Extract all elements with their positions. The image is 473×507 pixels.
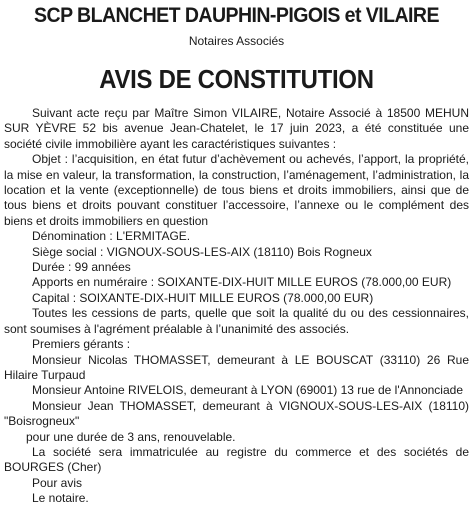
- signature-line: Le notaire.: [32, 491, 89, 506]
- duration-line: Durée : 99 années: [32, 260, 131, 275]
- cash-contributions-line: Apports en numéraire : SOIXANTE-DIX-HUIT MILLE EUROS (78.000,00 EUR): [32, 275, 452, 290]
- company-name-line: Dénomination : L'ERMITAGE.: [32, 229, 191, 244]
- capital-line: Capital : SOIXANTE-DIX-HUIT MILLE EUROS (78.000,00 EUR): [32, 290, 374, 305]
- share-transfer-paragraph: Toutes les cessions de parts, quelle que soit la qualité du ou des cessionnaires, sont soumises à l'agrément préalable à l’unanimité des associés.: [4, 306, 469, 336]
- firm-name: SCP BLANCHET DAUPHIN-PIGOIS et VILAIRE: [34, 4, 439, 27]
- closing-line: Pour avis: [32, 475, 83, 490]
- managers-heading: Premiers gérants :: [32, 337, 131, 352]
- notice-body: [4, 106, 469, 507]
- manager-line: Monsieur Nicolas THOMASSET, demeurant à LE BOUSCAT (33110) 26 Rue Hilaire Turpaud: [4, 352, 469, 382]
- manager-line: Monsieur Jean THOMASSET, demeurant à VIGNOUX-SOUS-LES-AIX (18110) "Boisrogneux": [4, 398, 469, 429]
- deed-paragraph: Suivant acte reçu par Maître Simon VILAIRE, Notaire Associé à 18500 MEHUN SUR YÈVRE 52 bis avenue Jean-Chatelet, le 17 juin 2023, a été constituée une société civile immobilière ayant les caractéristiques suivantes :: [4, 106, 469, 151]
- registration-paragraph: La société sera immatriculée au registre du commerce et des sociétés de BOURGES (Cher): [4, 444, 469, 475]
- notice-heading: AVIS DE CONSTITUTION: [99, 64, 374, 94]
- firm-subtitle: Notaires Associés: [188, 34, 285, 48]
- registered-office-line: Siège social : VIGNOUX-SOUS-LES-AIX (18110) Bois Rogneux: [32, 244, 372, 259]
- term-line: pour une durée de 3 ans, renouvelable.: [26, 429, 236, 444]
- purpose-paragraph: Objet : l’acquisition, en état futur d’achèvement ou achevés, l’apport, la propriété, la mise en valeur, la transformation, la construction, l’aménagement, l’administration, la location et la vente (exceptionnelle) de tous biens et droits immobiliers, ainsi que de tous biens et droits pouvant constituer l’accessoire, l’annexe ou le complément des biens et droits immobiliers en question: [4, 152, 469, 228]
- manager-line: Monsieur Antoine RIVELOIS, demeurant à LYON (69001) 13 rue de l'Annonciade: [32, 383, 463, 398]
